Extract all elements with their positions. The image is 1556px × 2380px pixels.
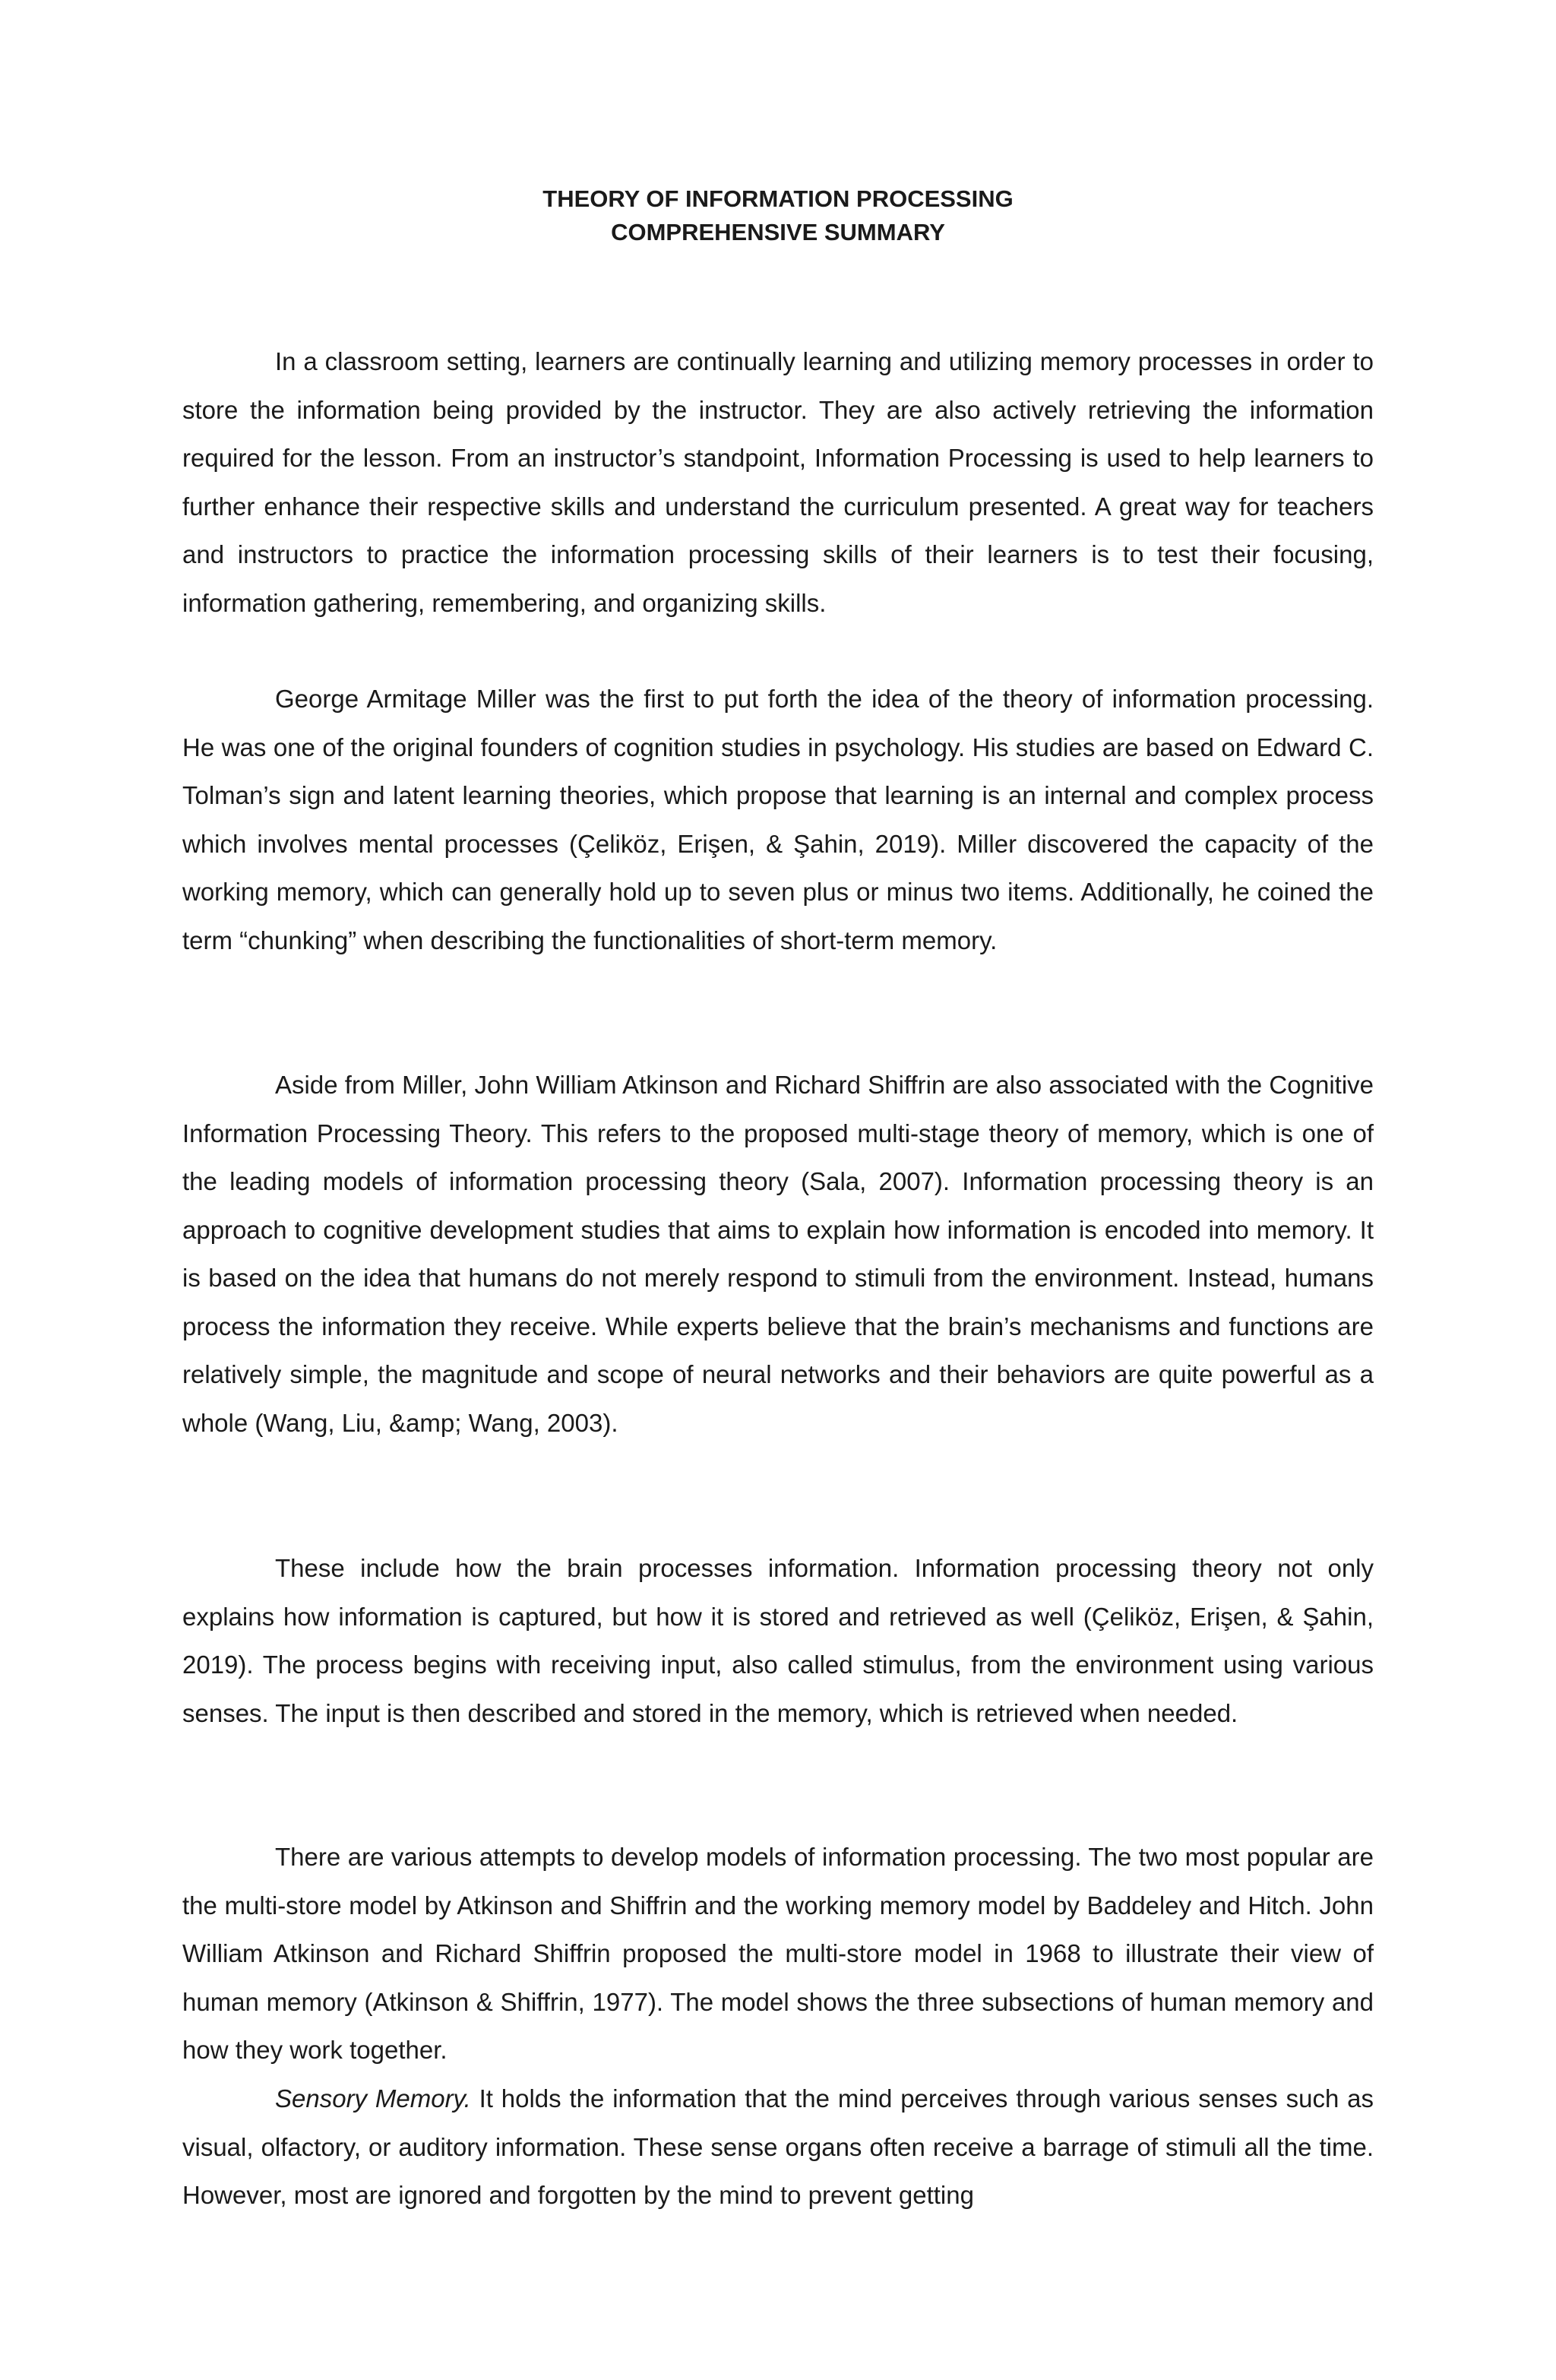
paragraph-miller bbox=[182, 675, 1374, 964]
paragraph-text: There are various attempts to develop models of information processing. The two most popular are the multi-store model by Atkinson and Shiffrin and the working memory model by Baddeley and Hitch. John William Atkinson and Richard Shiffrin proposed the multi-store model in 1968 to illustrate their view of human memory (Atkinson & Shiffrin, 1977). The model shows the three subsections of human memory and how they work together. bbox=[182, 1843, 1374, 2064]
paragraph-text: Aside from Miller, John William Atkinson and Richard Shiffrin are also associated with the Cognitive Information Processing Theory. This refers to the proposed multi-stage theory of memory, which is one of the leading models of information processing theory (Sala, 2007). Information processing theory is an approach to cognitive development studies that aims to explain how information is encoded into memory. It is based on the idea that humans do not merely respond to stimuli from the environment. Instead, humans process the information they receive. While experts believe that the brain’s mechanisms and functions are relatively simple, the magnitude and scope of neural networks and their behaviors are quite powerful as a whole (Wang, Liu, &amp; Wang, 2003). bbox=[182, 1071, 1374, 1437]
document-title bbox=[0, 182, 1556, 249]
paragraph-classroom bbox=[182, 337, 1374, 627]
paragraph-text bbox=[182, 2075, 1374, 2220]
title-line-2: COMPREHENSIVE SUMMARY bbox=[611, 219, 945, 245]
paragraph-models bbox=[182, 1833, 1374, 2075]
title-line-1: THEORY OF INFORMATION PROCESSING bbox=[542, 185, 1014, 212]
sensory-memory-text: It holds the information that the mind perceives through various senses such as visual, olfactory, or auditory information. These sense organs often receive a barrage of stimuli all the time. However, most are ignored and forgotten by the mind to prevent getting bbox=[182, 2084, 1374, 2209]
paragraph-text: These include how the brain processes information. Information processing theory not only explains how information is captured, but how it is stored and retrieved as well (Çeliköz, Erişen, & Şahin, 2019). The process begins with receiving input, also called stimulus, from the environment using various senses. The input is then described and stored in the memory, which is retrieved when needed. bbox=[182, 1554, 1374, 1727]
paragraph-sensory-memory bbox=[182, 2075, 1374, 2220]
paragraph-text: In a classroom setting, learners are continually learning and utilizing memory processes in order to store the information being provided by the instructor. They are also actively retrieving the information required for the lesson. From an instructor’s standpoint, Information Processing is used to help learners to further enhance their respective skills and understand the curriculum presented. A great way for teachers and instructors to practice the information processing skills of their learners is to test their focusing, information gathering, remembering, and organizing skills. bbox=[182, 347, 1374, 617]
paragraph-atkinson-shiffrin bbox=[182, 1061, 1374, 1447]
paragraph-brain-processes bbox=[182, 1544, 1374, 1737]
sensory-memory-heading: Sensory Memory. bbox=[275, 2084, 471, 2113]
paragraph-text: George Armitage Miller was the first to put forth the idea of the theory of information processing. He was one of the original founders of cognition studies in psychology. His studies are based on Edward C. Tolman’s sign and latent learning theories, which propose that learning is an internal and complex process which involves mental processes (Çeliköz, Erişen, & Şahin, 2019). Miller discovered the capacity of the working memory, which can generally hold up to seven plus or minus two items. Additionally, he coined the term “chunking” when describing the functionalities of short-term memory. bbox=[182, 685, 1374, 954]
